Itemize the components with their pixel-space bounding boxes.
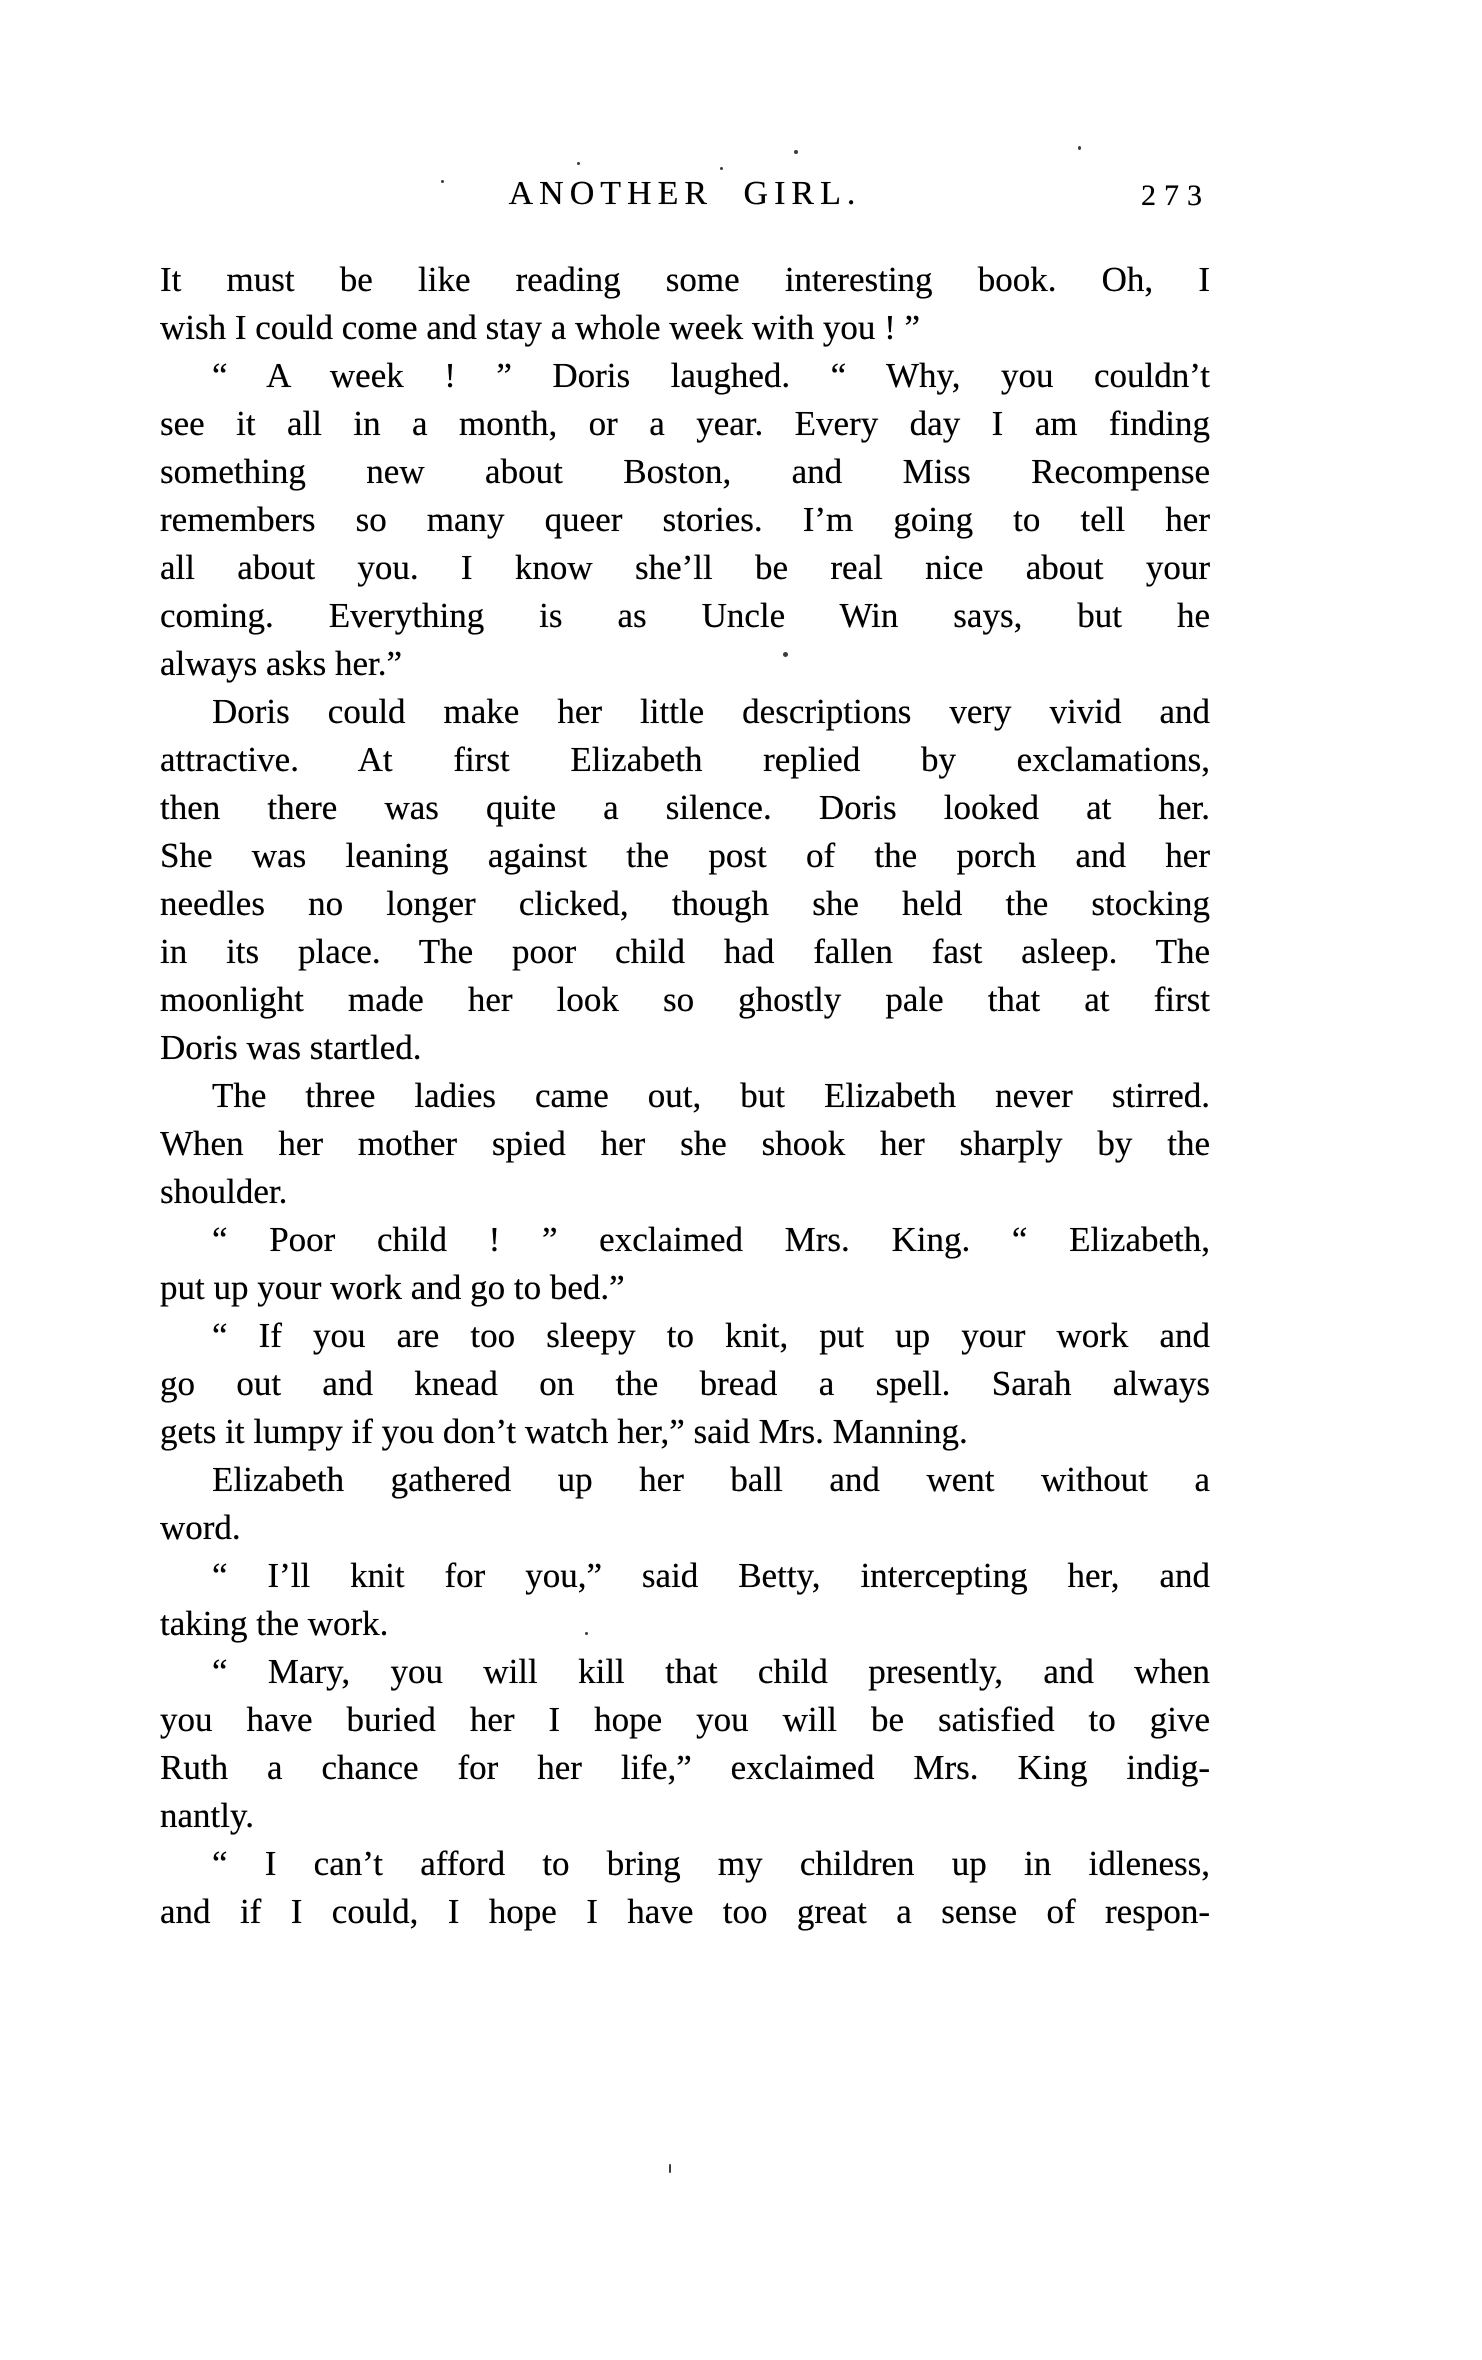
text-line: “ Poor child ! ” exclaimed Mrs. King. “ Elizabeth,	[212, 1220, 1210, 1259]
text-line: wish I could come and stay a whole week with you ! ”	[160, 308, 921, 347]
text-line: “ If you are too sleepy to knit, put up your work and	[212, 1316, 1210, 1355]
page-number: 273	[1141, 179, 1210, 212]
text-line: coming. Everything is as Uncle Win says, but he	[160, 596, 1210, 635]
scan-speckle	[441, 180, 444, 183]
text-line: see it all in a month, or a year. Every day I am finding	[160, 404, 1210, 443]
text-line: When her mother spied her she shook her sharply by the	[160, 1124, 1210, 1163]
text-line: always asks her.”	[160, 644, 403, 683]
scan-speckle	[794, 150, 798, 154]
text-line: The three ladies came out, but Elizabeth never stirred.	[212, 1076, 1210, 1115]
text-line: nantly.	[160, 1796, 254, 1835]
running-head	[160, 172, 1210, 216]
text-line: Doris could make her little descriptions very vivid and	[212, 692, 1210, 731]
text-line: needles no longer clicked, though she held the stocking	[160, 884, 1210, 923]
text-block	[160, 256, 1210, 1936]
text-line: Ruth a chance for her life,” exclaimed Mrs. King indig-	[160, 1748, 1210, 1787]
text-line: put up your work and go to bed.”	[160, 1268, 625, 1307]
scan-speckle	[783, 652, 788, 657]
text-line: something new about Boston, and Miss Recompense	[160, 452, 1210, 491]
text-line: all about you. I know she’ll be real nice about your	[160, 548, 1210, 587]
text-line: shoulder.	[160, 1172, 288, 1211]
text-line: attractive. At first Elizabeth replied by exclamations,	[160, 740, 1210, 779]
text-line: It must be like reading some interesting book. Oh, I	[160, 260, 1210, 299]
text-line: She was leaning against the post of the porch and her	[160, 836, 1210, 875]
text-line: taking the work.	[160, 1604, 389, 1643]
text-line: word.	[160, 1508, 241, 1547]
scan-speckle	[1078, 146, 1081, 150]
text-line: remembers so many queer stories. I’m going to tell her	[160, 500, 1210, 539]
text-line: gets it lumpy if you don’t watch her,” said Mrs. Manning.	[160, 1412, 968, 1451]
text-line: “ A week ! ” Doris laughed. “ Why, you couldn’t	[212, 356, 1210, 395]
text-line: and if I could, I hope I have too great a sense of respon-	[160, 1892, 1210, 1931]
text-line: go out and knead on the bread a spell. Sarah always	[160, 1364, 1210, 1403]
text-line: Doris was startled.	[160, 1028, 422, 1067]
text-line: in its place. The poor child had fallen fast asleep. The	[160, 932, 1210, 971]
text-line: you have buried her I hope you will be satisfied to give	[160, 1700, 1210, 1739]
scan-speckle	[720, 167, 723, 170]
chapter-running-title: ANOTHER GIRL.	[508, 175, 862, 212]
text-line: “ Mary, you will kill that child presently, and when	[212, 1652, 1210, 1691]
text-line: moonlight made her look so ghostly pale that at first	[160, 980, 1210, 1019]
scan-speckle	[577, 162, 580, 165]
text-line: “ I can’t afford to bring my children up in idleness,	[212, 1844, 1210, 1883]
text-line: Elizabeth gathered up her ball and went without a	[212, 1460, 1210, 1499]
scan-speckle	[585, 1632, 588, 1635]
scan-speckle	[669, 2164, 671, 2173]
text-line: “ I’ll knit for you,” said Betty, intercepting her, and	[212, 1556, 1210, 1595]
text-line: then there was quite a silence. Doris looked at her.	[160, 788, 1210, 827]
